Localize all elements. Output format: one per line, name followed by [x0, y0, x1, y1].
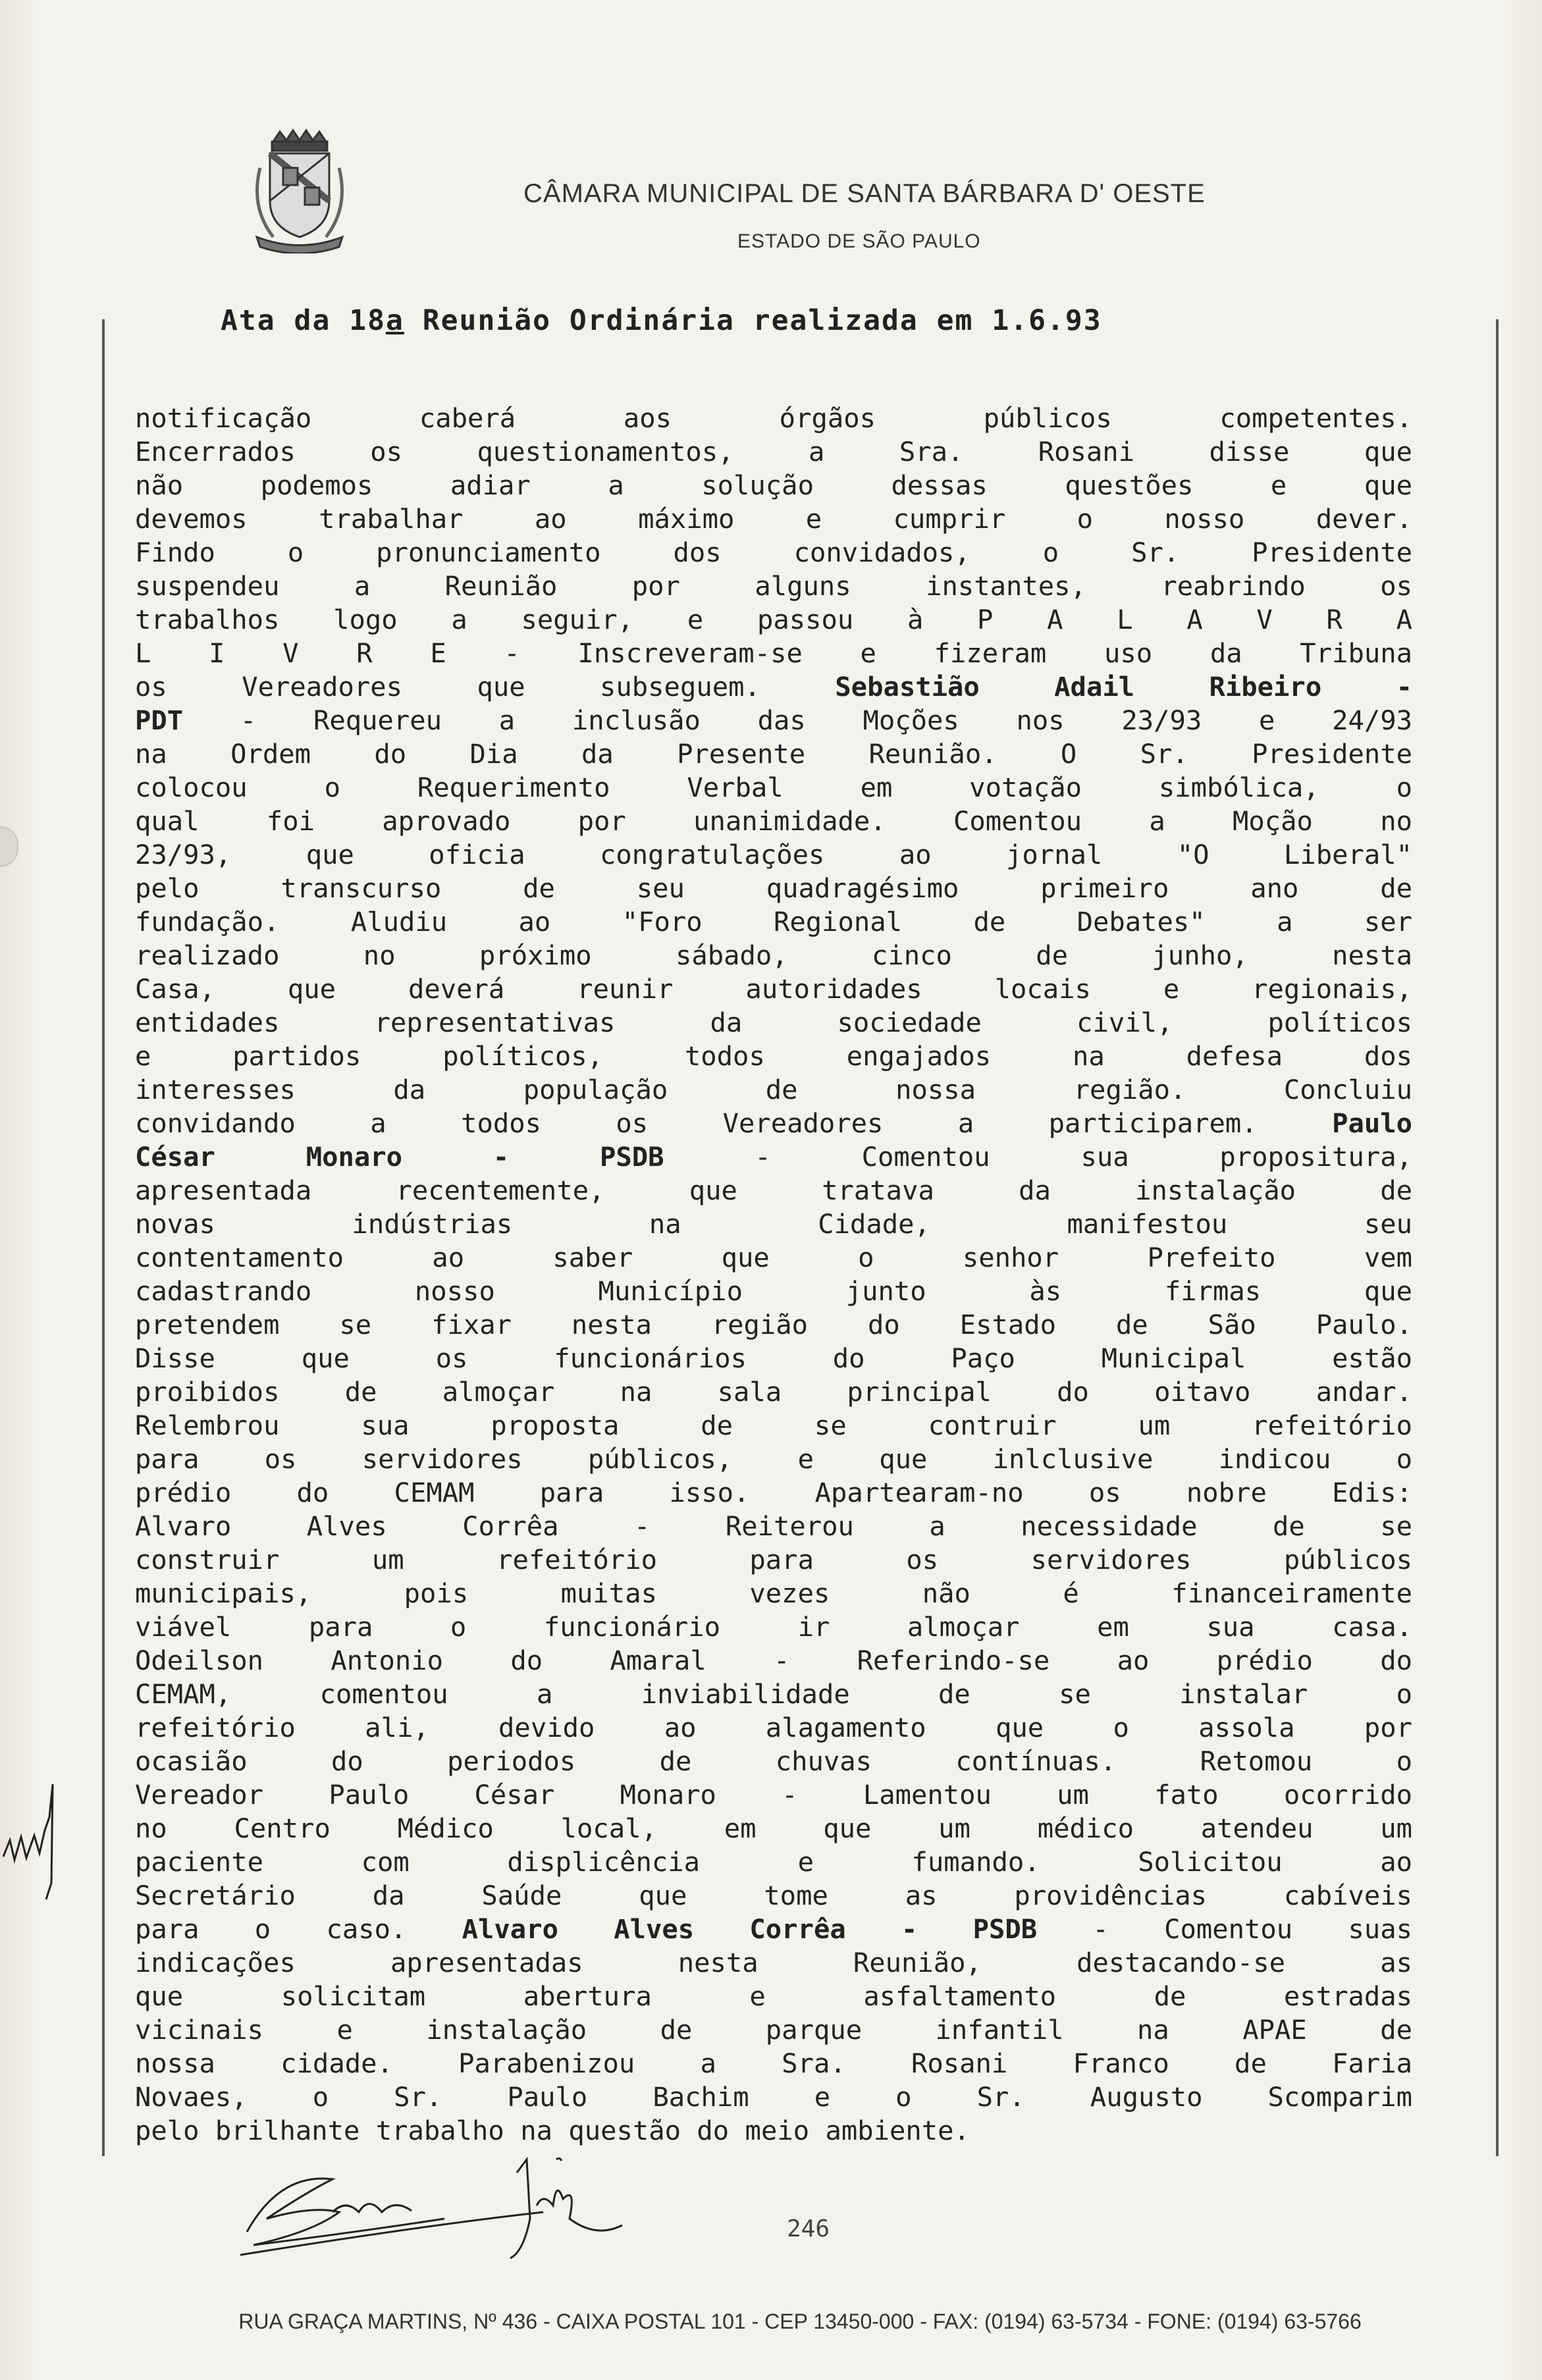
bold-name-segment: Sebastião Adail Ribeiro -	[835, 671, 1412, 702]
text-line	[135, 2047, 1412, 2080]
text-line	[135, 502, 1412, 536]
text-segment: notificação caberá aos órgãos públicos competentes.	[135, 402, 1412, 434]
text-segment: 23/93, que oficia congratulações ao jornal "O Liberal"	[135, 839, 1412, 870]
title-ordinal: a	[386, 304, 404, 337]
text-segment: Alvaro Alves Corrêa - Reiterou a necessidade de se	[135, 1510, 1412, 1542]
bold-name-segment: César Monaro - PSDB	[135, 1141, 664, 1173]
text-line	[135, 1711, 1412, 1745]
text-segment: indicações apresentadas nesta Reunião, destacando-se as	[135, 1947, 1412, 1978]
title-prefix: Ata da 18	[221, 304, 386, 337]
text-line	[135, 1879, 1412, 1913]
text-segment: colocou o Requerimento Verbal em votação simbólica, o	[135, 772, 1412, 803]
text-line	[135, 1308, 1412, 1342]
text-line	[135, 435, 1412, 469]
text-segment: Novaes, o Sr. Paulo Bachim e o Sr. Augusto Scomparim	[135, 2081, 1412, 2113]
text-segment: os Vereadores que subseguem.	[135, 671, 836, 702]
text-segment: para o caso.	[135, 1913, 462, 1945]
text-segment: Encerrados os questionamentos, a Sra. Rosani disse que	[135, 436, 1412, 467]
text-line	[135, 1073, 1412, 1107]
text-segment: L I V R E - Inscreveram-se e fizeram uso da Tribuna	[135, 637, 1412, 669]
text-segment: convidando a todos os Vereadores a participarem.	[135, 1107, 1333, 1139]
margin-signature	[0, 1778, 72, 1903]
document-title	[221, 304, 1102, 337]
text-segment: Vereador Paulo César Monaro - Lamentou um fato ocorrido	[135, 1779, 1412, 1811]
text-segment: pretendem se fixar nesta região do Estado de São Paulo.	[135, 1309, 1412, 1340]
text-segment: Relembrou sua proposta de se contruir um refeitório	[135, 1410, 1412, 1441]
text-segment: cadastrando nosso Município junto às firmas que	[135, 1275, 1412, 1307]
text-segment: na Ordem do Dia da Presente Reunião. O Sr. Presidente	[135, 738, 1412, 770]
text-line	[135, 737, 1412, 771]
text-line	[135, 1107, 1412, 1140]
text-line	[135, 1946, 1412, 1980]
text-line	[135, 2013, 1412, 2047]
page-number: 246	[787, 2215, 830, 2242]
text-line	[135, 1174, 1412, 1207]
right-margin-rule	[1496, 319, 1499, 2156]
text-line	[135, 2080, 1412, 2114]
text-segment: trabalhos logo a seguir, e passou à P A L A V R A	[135, 604, 1412, 635]
text-line	[135, 1140, 1412, 1174]
text-segment: e partidos políticos, todos engajados na defesa dos	[135, 1040, 1412, 1072]
chamber-name: CÂMARA MUNICIPAL DE SANTA BÁRBARA D' OESTE	[523, 179, 1206, 208]
text-line	[135, 1980, 1412, 2013]
text-segment: pelo transcurso de seu quadragésimo primeiro ano de	[135, 872, 1412, 904]
municipal-crest-icon	[247, 128, 352, 253]
text-line	[135, 1442, 1412, 1476]
text-line	[135, 1610, 1412, 1644]
text-line	[135, 1745, 1412, 1778]
text-line	[135, 939, 1412, 972]
text-line	[135, 402, 1412, 435]
text-segment: - Comentou suas	[1037, 1913, 1412, 1945]
text-segment: construir um refeitório para os servidores públicos	[135, 1544, 1412, 1575]
text-segment: fundação. Aludiu ao "Foro Regional de Debates" a ser	[135, 906, 1412, 938]
text-segment: devemos trabalhar ao máximo e cumprir o nosso dever.	[135, 503, 1412, 535]
text-line	[135, 905, 1412, 939]
text-segment: Odeilson Antonio do Amaral - Referindo-se ao prédio do	[135, 1645, 1412, 1676]
bold-name-segment: Paulo	[1332, 1107, 1412, 1139]
text-line	[135, 1845, 1412, 1879]
address-footer: RUA GRAÇA MARTINS, Nº 436 - CAIXA POSTAL 101 - CEP 13450-000 - FAX: (0194) 63-5734 - FONE: (0194) 63-5766	[238, 2310, 1362, 2333]
text-line	[135, 838, 1412, 872]
text-line	[135, 603, 1412, 637]
text-line	[135, 569, 1412, 603]
title-suffix: Reunião Ordinária realizada em 1.6.93	[404, 304, 1102, 337]
text-segment: nossa cidade. Parabenizou a Sra. Rosani Franco de Faria	[135, 2048, 1412, 2079]
text-line	[135, 1241, 1412, 1275]
text-line	[135, 1913, 1412, 1946]
text-line	[135, 469, 1412, 502]
text-line	[135, 872, 1412, 905]
text-line	[135, 670, 1412, 704]
text-segment: refeitório ali, devido ao alagamento que o assola por	[135, 1712, 1412, 1743]
text-line	[135, 1577, 1412, 1610]
text-line	[135, 1207, 1412, 1241]
text-line	[135, 536, 1412, 569]
text-line	[135, 1006, 1412, 1040]
text-segment: - Comentou sua propositura,	[664, 1141, 1412, 1173]
text-segment: Findo o pronunciamento dos convidados, o Sr. Presidente	[135, 537, 1412, 568]
state-name: ESTADO DE SÃO PAULO	[737, 230, 981, 252]
text-segment: proibidos de almoçar na sala principal do oitavo andar.	[135, 1376, 1412, 1408]
text-segment: suspendeu a Reunião por alguns instantes, reabrindo os	[135, 570, 1412, 602]
text-line	[135, 1040, 1412, 1073]
text-segment: Casa, que deverá reunir autoridades locais e regionais,	[135, 973, 1412, 1005]
text-line	[135, 1510, 1412, 1543]
text-line	[135, 704, 1412, 737]
text-segment: entidades representativas da sociedade civil, políticos	[135, 1007, 1412, 1038]
text-segment: não podemos adiar a solução dessas questões e que	[135, 469, 1412, 501]
text-line	[135, 1543, 1412, 1577]
text-line	[135, 972, 1412, 1006]
text-segment: realizado no próximo sábado, cinco de junho, nesta	[135, 939, 1412, 971]
text-line	[135, 637, 1412, 670]
left-margin-rule	[102, 319, 105, 2156]
text-segment: novas indústrias na Cidade, manifestou seu	[135, 1208, 1412, 1240]
text-segment: Secretário da Saúde que tome as providências cabíveis	[135, 1880, 1412, 1911]
text-line	[135, 771, 1412, 805]
text-segment: no Centro Médico local, em que um médico atendeu um	[135, 1812, 1412, 1844]
text-segment: vicinais e instalação de parque infantil na APAE de	[135, 2014, 1412, 2046]
text-line	[135, 1342, 1412, 1375]
text-line	[135, 1275, 1412, 1308]
text-segment: viável para o funcionário ir almoçar em sua casa.	[135, 1611, 1412, 1643]
text-line	[135, 1678, 1412, 1711]
minutes-body	[135, 402, 1412, 2148]
text-line	[135, 805, 1412, 838]
text-line	[135, 1644, 1412, 1678]
text-line	[135, 1409, 1412, 1442]
text-segment: prédio do CEMAM para isso. Apartearam-no os nobre Edis:	[135, 1477, 1412, 1508]
text-line	[135, 1778, 1412, 1812]
text-segment: que solicitam abertura e asfaltamento de estradas	[135, 1980, 1412, 2012]
text-segment: paciente com displicência e fumando. Solicitou ao	[135, 1846, 1412, 1878]
text-segment: - Requereu a inclusão das Moções nos 23/93 e 24/93	[183, 704, 1412, 736]
text-segment: interesses da população de nossa região. Concluiu	[135, 1074, 1412, 1105]
bold-name-segment: Alvaro Alves Corrêa - PSDB	[462, 1913, 1038, 1945]
text-line	[135, 1812, 1412, 1845]
bottom-signatures	[227, 2133, 662, 2265]
text-segment: ocasião do periodos de chuvas contínuas. Retomou o	[135, 1745, 1412, 1777]
bold-name-segment: PDT	[135, 704, 184, 736]
text-line	[135, 1476, 1412, 1510]
text-segment: contentamento ao saber que o senhor Prefeito vem	[135, 1242, 1412, 1273]
text-line	[135, 1375, 1412, 1409]
text-segment: Disse que os funcionários do Paço Municipal estão	[135, 1342, 1412, 1374]
text-segment: municipais, pois muitas vezes não é financeiramente	[135, 1577, 1412, 1609]
text-segment: qual foi aprovado por unanimidade. Comentou a Moção no	[135, 805, 1412, 837]
text-segment: pelo brilhante trabalho na questão do meio ambiente.	[135, 2115, 970, 2146]
text-segment: apresentada recentemente, que tratava da instalação de	[135, 1175, 1412, 1206]
text-segment: CEMAM, comentou a inviabilidade de se instalar o	[135, 1678, 1412, 1710]
text-segment: para os servidores públicos, e que inlclusive indicou o	[135, 1443, 1412, 1475]
